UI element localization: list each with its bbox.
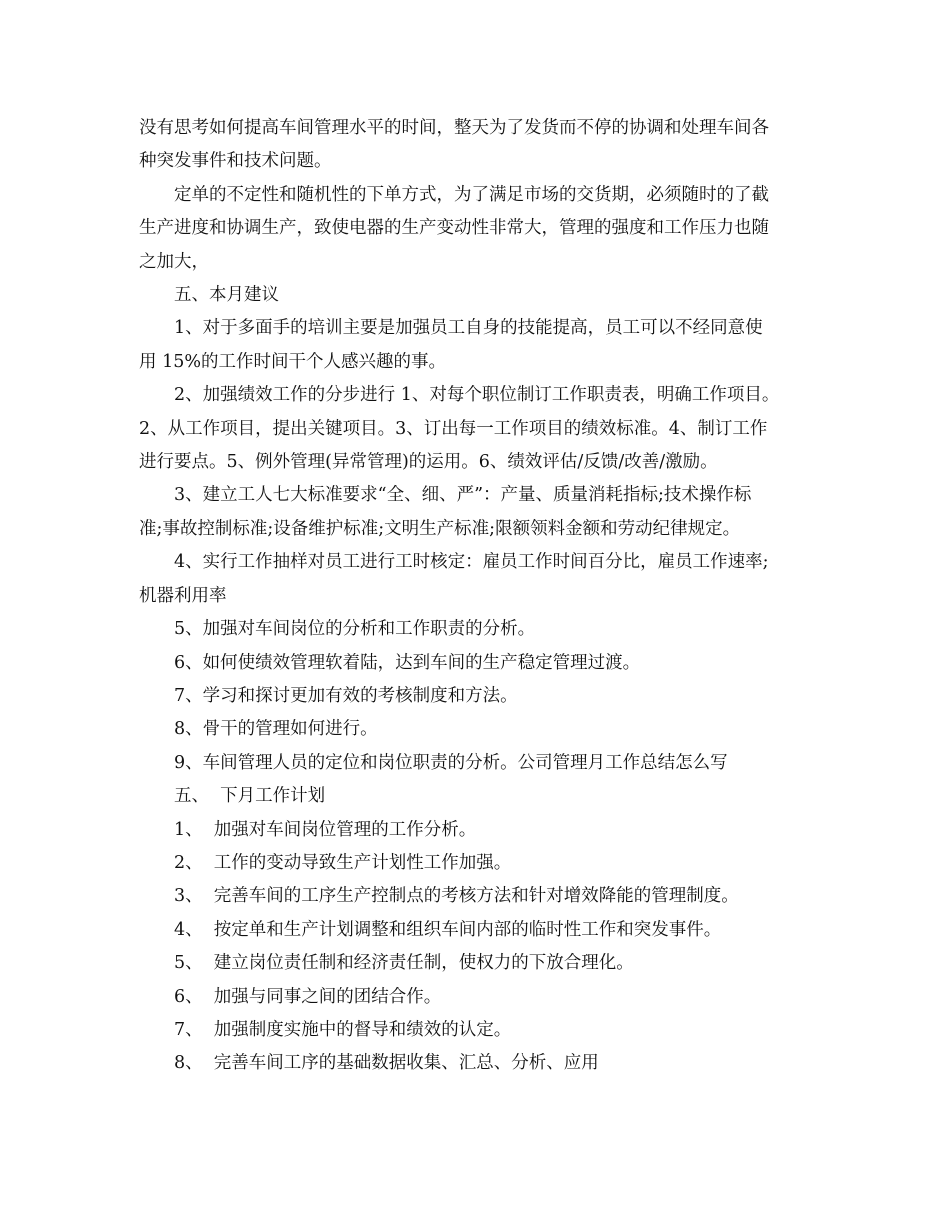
suggestion-item-7: 7、学习和探讨更加有效的考核制度和方法。 (174, 685, 518, 706)
suggestion-item-1 (139, 312, 819, 379)
text-line: 3、建立工人七大标准要求“全、细、严”：产量、质量消耗指标;技术操作标 (174, 485, 752, 506)
suggestion-item-5: 5、加强对车间岗位的分析和工作职责的分析。 (174, 619, 536, 640)
plan-item-4: 4、 按定单和生产计划调整和组织车间内部的临时性工作和突发事件。 (174, 919, 722, 940)
plan-item-8: 8、 完善车间工序的基础数据收集、汇总、分析、应用 (174, 1053, 599, 1074)
plan-item-1: 1、 加强对车间岗位管理的工作分析。 (174, 819, 477, 840)
text-line: 机器利用率 (139, 585, 227, 606)
section-heading-next-month-plan: 五、 下月工作计划 (174, 786, 326, 807)
text-line: 没有思考如何提高车间管理水平的时间，整天为了发货而不停的协调和处理车间各 (139, 118, 769, 138)
plan-item-3: 3、 完善车间的工序生产控制点的考核方法和针对增效降能的管理制度。 (174, 886, 739, 907)
text-line: 定单的不定性和随机性的下单方式，为了满足市场的交货期，必须随时的了截 (174, 184, 769, 205)
plan-item-5: 5、 建立岗位责任制和经济责任制，使权力的下放合理化。 (174, 953, 634, 974)
suggestion-item-3 (139, 479, 819, 546)
text-line: 4、实行工作抽样对员工进行工时核定：雇员工作时间百分比，雇员工作速率; (174, 552, 769, 573)
text-line: 进行要点。5、例外管理(异常管理)的运用。6、绩效评估/反馈/改善/激励。 (139, 452, 718, 473)
text-line: 2、加强绩效工作的分步进行 1、对每个职位制订工作职责表，明确工作项目。 (174, 385, 780, 406)
text-line: 用 15%的工作时间干个人感兴趣的事。 (139, 351, 446, 372)
paragraph-order-variability (139, 179, 819, 279)
text-line: 2、从工作项目，提出关键项目。3、订出每一工作项目的绩效标准。4、制订工作 (139, 418, 768, 439)
suggestion-item-6: 6、如何使绩效管理软着陆，达到车间的生产稳定管理过渡。 (174, 652, 641, 673)
text-line: 准;事故控制标准;设备维护标准;文明生产标准;限额领料金额和劳动纪律规定。 (139, 518, 741, 539)
suggestion-item-4 (139, 546, 819, 613)
plan-item-7: 7、 加强制度实施中的督导和绩效的认定。 (174, 1019, 512, 1040)
plan-item-2: 2、 工作的变动导致生产计划性工作加强。 (174, 852, 512, 873)
paragraph-continuation (139, 112, 819, 179)
plan-item-6: 6、 加强与同事之间的团结合作。 (174, 986, 442, 1007)
text-line: 1、对于多面手的培训主要是加强员工自身的技能提高，员工可以不经同意使 (174, 318, 763, 339)
suggestion-item-2 (139, 379, 819, 479)
suggestion-item-8: 8、骨干的管理如何进行。 (174, 719, 378, 740)
text-line: 之加大， (139, 251, 209, 272)
document-body (139, 112, 819, 1081)
text-line: 种突发事件和技术问题。 (139, 151, 332, 172)
suggestion-item-9: 9、车间管理人员的定位和岗位职责的分析。公司管理月工作总结怎么写 (174, 752, 728, 773)
text-line: 生产进度和协调生产，致使电器的生产变动性非常大，管理的强度和工作压力也随 (139, 218, 769, 239)
section-heading-suggestions: 五、本月建议 (174, 285, 279, 306)
